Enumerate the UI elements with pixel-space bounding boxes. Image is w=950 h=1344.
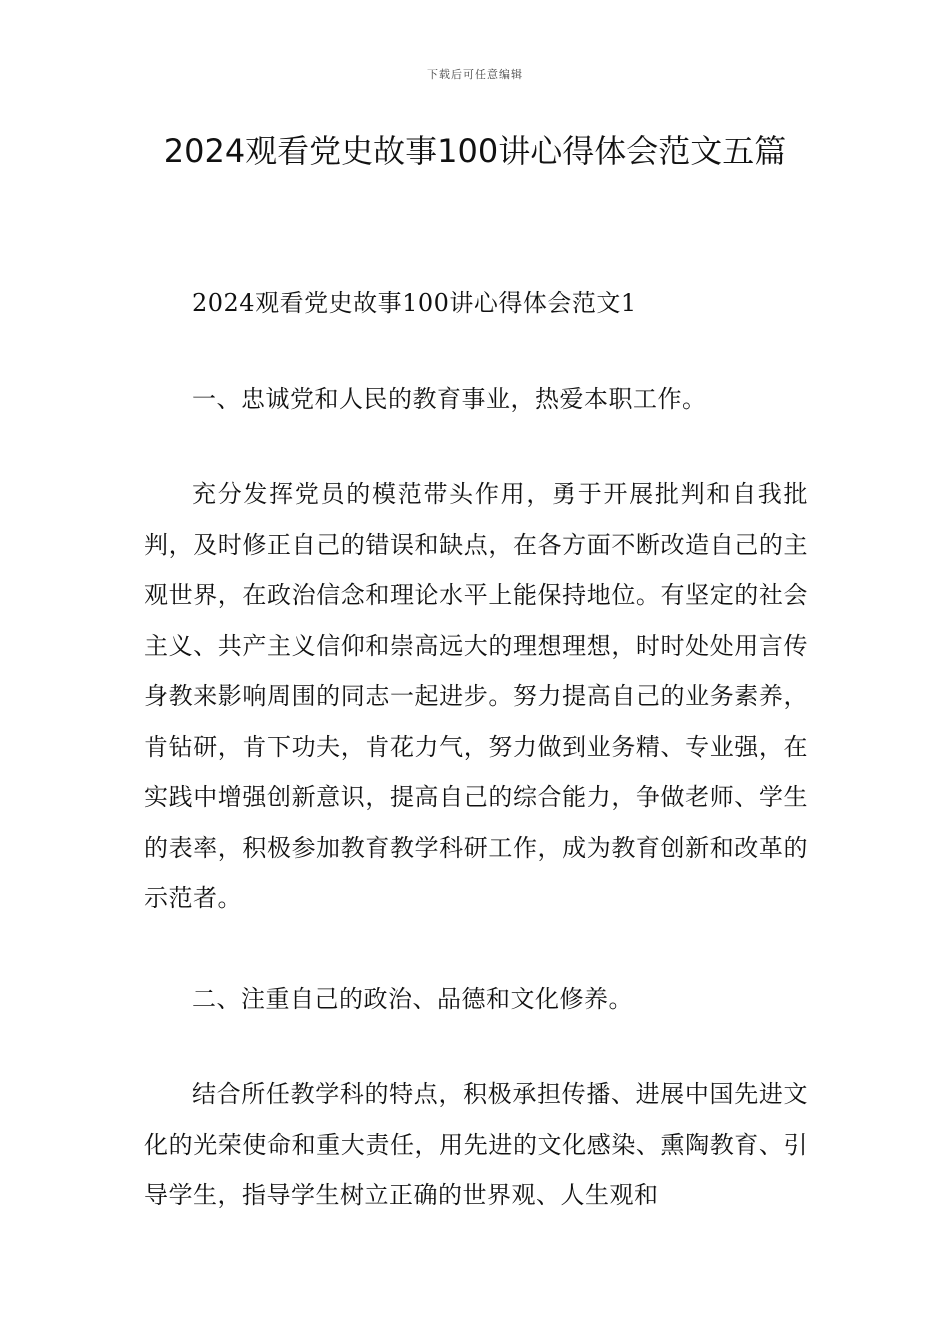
header-note: 下载后可任意编辑 [427, 68, 523, 81]
document-title: 2024观看党史故事100讲心得体会范文五篇 [163, 132, 787, 170]
document-body [144, 278, 808, 1221]
subtitle: 2024观看党史故事100讲心得体会范文1 [192, 289, 637, 317]
section1-body: 充分发挥党员的模范带头作用，勇于开展批判和自我批判，及时修正自己的错误和缺点，在各方面不断改造自己的主观世界，在政治信念和理论水平上能保持地位。有坚定的社会主义、共产主义信仰和崇高远大的理想理想，时时处处用言传身教来影响周围的同志一起进步。努力提高自己的业务素养，肯钻研，肯下功夫，肯花力气，努力做到业务精、专业强，在实践中增强创新意识，提高自己的综合能力，争做老师、学生的表率，积极参加教育教学科研工作，成为教育创新和改革的示范者。 [144, 480, 808, 912]
section1-heading: 一、忠诚党和人民的教育事业，热爱本职工作。 [192, 384, 707, 413]
section2-heading: 二、注重自己的政治、品德和文化修养。 [192, 984, 633, 1013]
section2-body: 结合所任教学科的特点，积极承担传播、进展中国先进文化的光荣使命和重大责任，用先进的文化感染、熏陶教育、引导学生，指导学生树立正确的世界观、人生观和 [144, 1080, 808, 1209]
